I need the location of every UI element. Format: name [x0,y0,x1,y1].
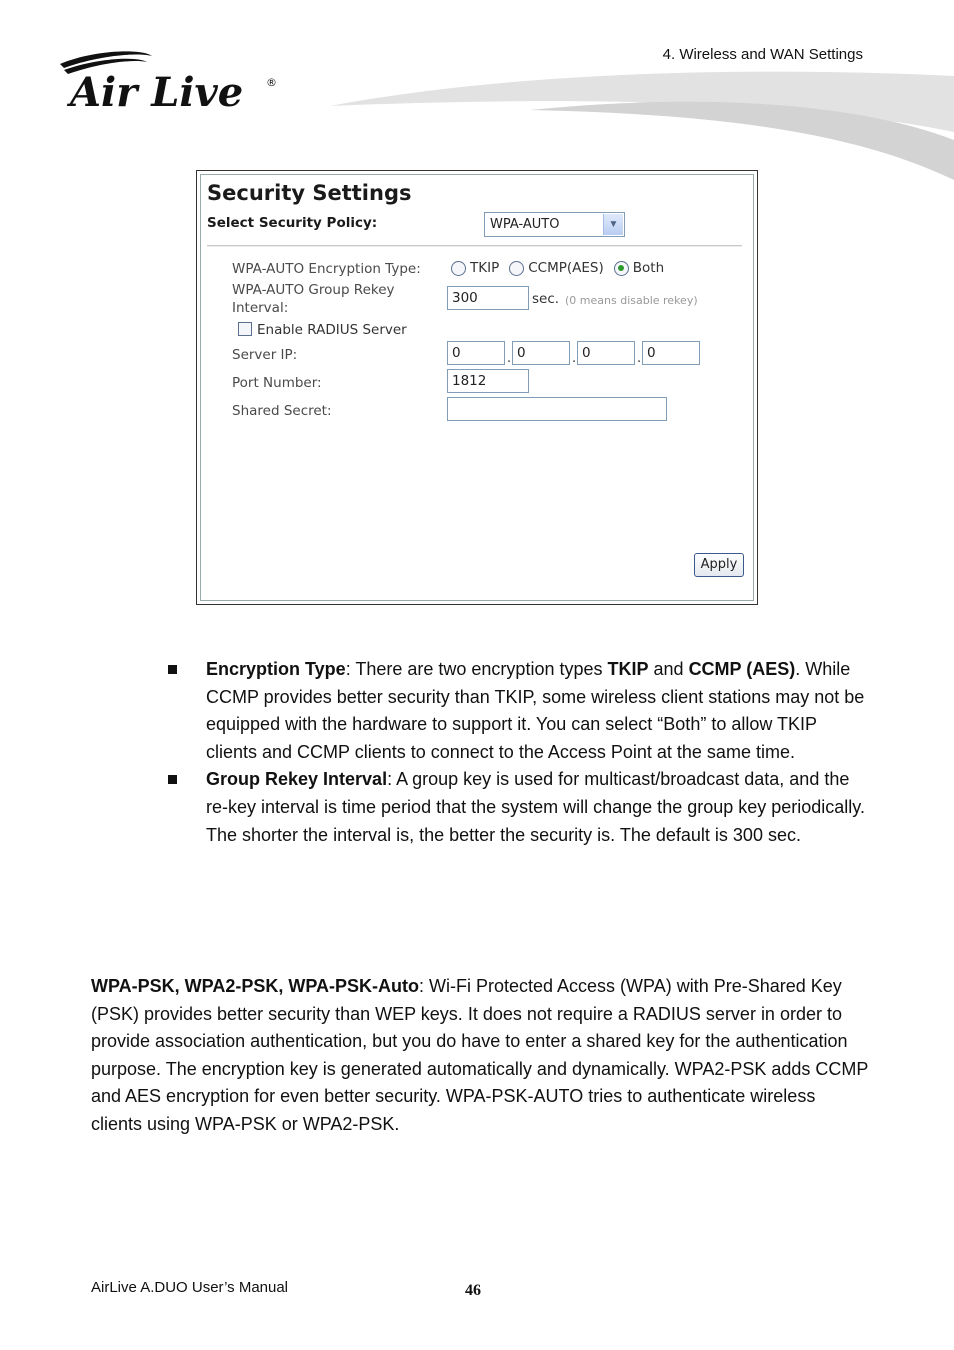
bullet-text: and [648,659,689,679]
rekey-hint: (0 means disable rekey) [565,294,698,307]
logo-text: Air Live [70,69,244,116]
logo-registered: ® [266,76,277,89]
square-bullet-icon [168,775,177,784]
page-number: 46 [465,1282,481,1299]
shared-secret-input[interactable] [447,397,667,421]
radio-tkip[interactable] [451,261,466,276]
ip-dot-2: . [572,351,577,366]
page-header [0,0,954,190]
server-ip-octet-2[interactable]: 0 [512,341,570,365]
bullet-encryption-type [160,656,870,766]
paragraph-term: WPA-PSK, WPA2-PSK, WPA-PSK-Auto [91,976,419,996]
rekey-interval-input[interactable]: 300 [447,286,529,310]
rekey-unit: sec. [532,291,560,307]
server-ip-label: Server IP: [232,347,298,363]
bullet-list [160,656,870,849]
apply-button[interactable]: Apply [694,553,744,577]
paragraph-text: : Wi-Fi Protected Access (WPA) with Pre-Shared Key (PSK) provides better security than WEP keys. It does not require a RADIUS server in order to provide association authentication, but you do have to enter a shared key for the authentication purpose. The encryption key is generated automatically and dynamically. WPA2-PSK adds CCMP and AES encryption for even better security. WPA-PSK-AUTO tries to authenticate wireless clients using WPA-PSK or WPA2-PSK. [91,976,869,1134]
security-policy-select[interactable] [484,212,625,237]
port-number-label: Port Number: [232,375,322,391]
enable-radius-label: Enable RADIUS Server [257,322,407,338]
shared-secret-label: Shared Secret: [232,403,332,419]
chevron-down-icon[interactable]: ▼ [603,214,623,235]
footer-manual-title: AirLive A.DUO User’s Manual [91,1279,289,1296]
server-ip-octet-1[interactable]: 0 [447,341,505,365]
policy-label: Select Security Policy: [207,215,378,231]
security-settings-screenshot [196,170,758,605]
server-ip-octet-3[interactable]: 0 [577,341,635,365]
policy-select-value: WPA-AUTO [490,217,560,232]
panel-title: Security Settings [207,181,412,205]
ip-dot-1: . [507,351,512,366]
radio-ccmp[interactable] [509,261,524,276]
bullet-term: Encryption Type [206,659,346,679]
bullet-text: : There are two encryption types [345,659,608,679]
airlive-logo [52,46,292,116]
encryption-radio-group [451,260,674,276]
rekey-label-line1: WPA-AUTO Group Rekey [232,282,395,298]
bullet-bold-tkip: TKIP [607,659,649,679]
bullet-term: Group Rekey Interval [206,769,388,790]
enable-radius-checkbox[interactable] [238,322,252,336]
wpa-psk-paragraph [91,973,871,1139]
bullet-text: . While CCMP provides better security than TKIP, some wireless client stations may not be equipped with the hardware to support it. You can select “Both” to allow TKIP clients and CCMP clients to connect to the Access Point at the same time. [206,659,865,762]
bullet-text: : A group key is used for multicast/broadcast data, and the re-key interval is time period that the system will change the group key periodically. The shorter the interval is, the better the security is. The default is 300 sec. [206,769,865,845]
port-number-input[interactable]: 1812 [447,369,529,393]
square-bullet-icon [168,665,177,674]
radio-both-label: Both [632,260,665,276]
radio-both[interactable] [614,261,629,276]
radio-tkip-label: TKIP [470,260,500,276]
rekey-label-line2: Interval: [232,300,289,316]
radio-ccmp-label: CCMP(AES) [528,260,604,276]
encryption-type-label: WPA-AUTO Encryption Type: [232,261,421,277]
bullet-group-rekey [160,766,870,849]
panel-divider [207,245,742,247]
section-title: 4. Wireless and WAN Settings [662,46,863,63]
bullet-bold-ccmp: CCMP (AES) [688,659,796,679]
ip-dot-3: . [637,351,642,366]
server-ip-octet-4[interactable]: 0 [642,341,700,365]
